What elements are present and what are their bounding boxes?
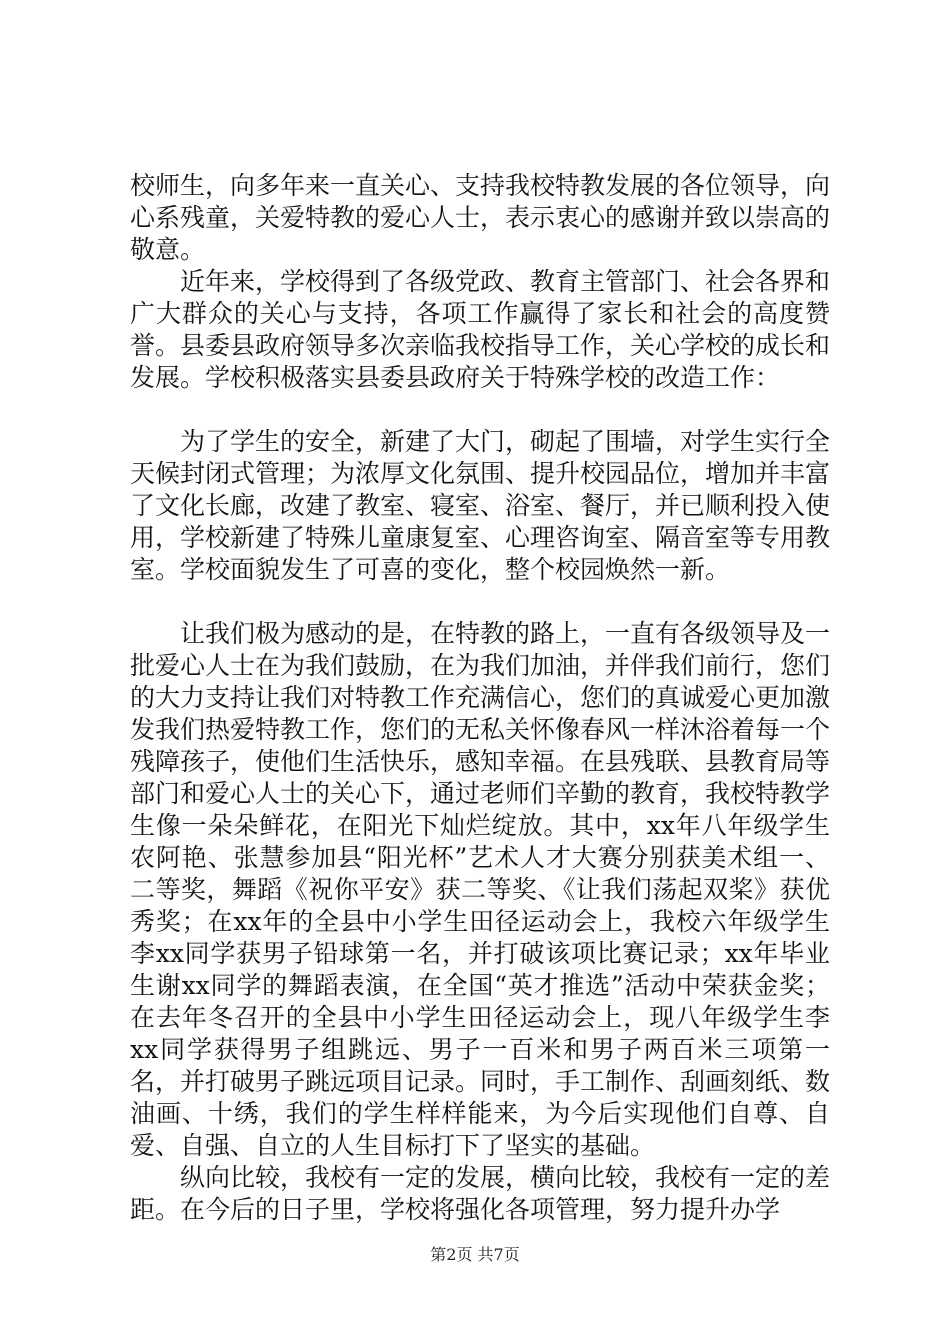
paragraph-comparison: 纵向比较，我校有一定的发展，横向比较，我校有一定的差距。在今后的日子里，学校将强化各项管理，努力提升办学 [130, 1163, 831, 1224]
paragraph-renovation: 为了学生的安全，新建了大门，砌起了围墙，对学生实行全天候封闭式管理；为浓厚文化氛围、提升校园品位，增加并丰富了文化长廊，改建了教室、寝室、浴室、餐厅，并已顺利投入使用，学校新建了特殊儿童康复室、心理咨询室、隔音室等专用教室。学校面貌发生了可喜的变化，整个校园焕然一新。 [130, 427, 831, 584]
document-body [130, 170, 830, 1226]
paragraph-gratitude: 校师生，向多年来一直关心、支持我校特教发展的各位领导，向心系残童，关爱特教的爱心人士，表示衷心的感谢并致以崇高的敬意。 [130, 171, 831, 264]
paragraph-support: 近年来，学校得到了各级党政、教育主管部门、社会各界和广大群众的关心与支持，各项工作赢得了家长和社会的高度赞誉。县委县政府领导多次亲临我校指导工作，关心学校的成长和发展。学校积极落实县委县政府关于特殊学校的改造工作： [130, 267, 831, 392]
paragraph-achievements: 让我们极为感动的是，在特教的路上，一直有各级领导及一批爱心人士在为我们鼓励，在为我们加油，并伴我们前行，您们的大力支持让我们对特教工作充满信心，您们的真诚爱心更加激发我们热爱特教工作，您们的无私关怀像春风一样沐浴着每一个残障孩子，使他们生活快乐，感知幸福。在县残联、县教育局等部门和爱心人士的关心下，通过老师们辛勤的教育，我校特教学生像一朵朵鲜花，在阳光下灿烂绽放。其中，xx年八年级学生农阿艳、张慧参加县“阳光杯”艺术人才大赛分别获美术组一、二等奖，舞蹈《祝你平安》获二等奖、《让我们荡起双桨》获优秀奖；在xx年的全县中小学生田径运动会上，我校六年级学生李xx同学获男子铅球第一名，并打破该项比赛记录；xx年毕业生谢xx同学的舞蹈表演，在全国“英才推选”活动中荣获金奖；在去年冬召开的全县中小学生田径运动会上，现八年级学生李xx同学获得男子组跳远、男子一百米和男子两百米三项第一名，并打破男子跳远项目记录。同时，手工制作、刮画刻纸、数油画、十绣，我们的学生样样能来，为今后实现他们自尊、自爱、自强、自立的人生目标打下了坚实的基础。 [130, 619, 831, 1160]
page-number-footer: 第2页 共7页 [430, 1245, 520, 1264]
